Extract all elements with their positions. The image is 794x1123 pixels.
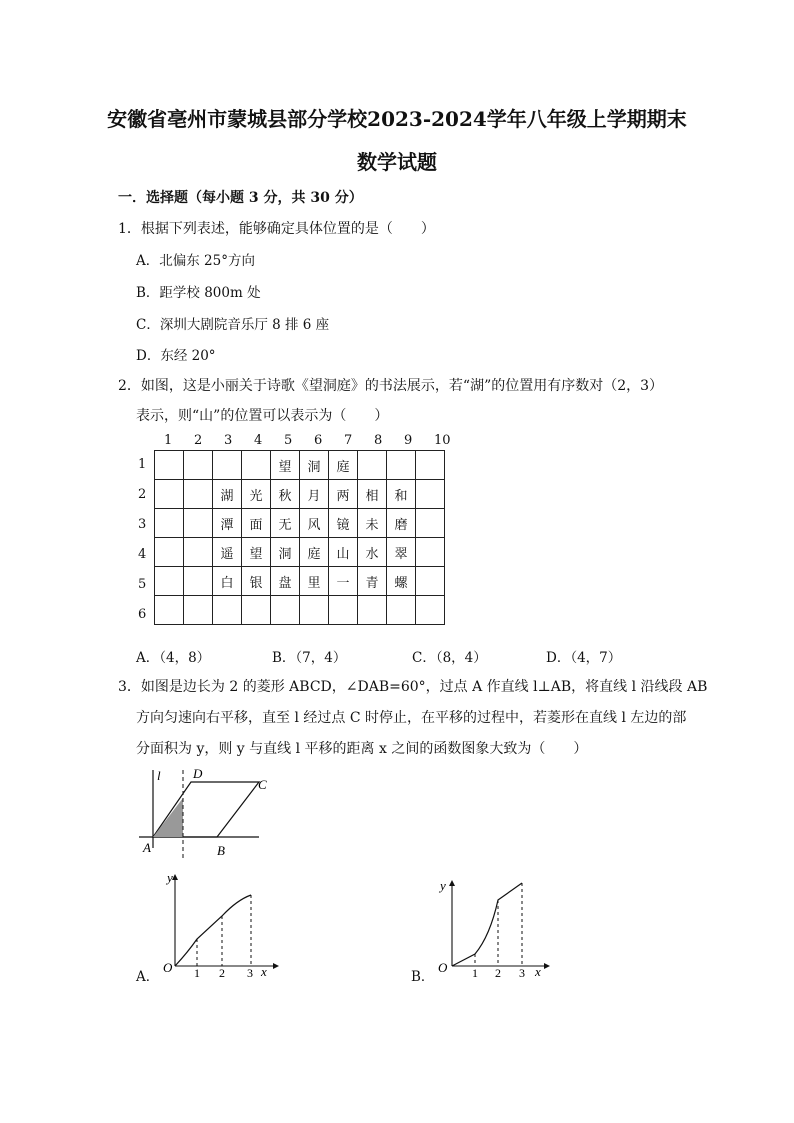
q2-option-a: A．（4，8） xyxy=(136,650,211,666)
grid-cell xyxy=(242,451,271,480)
graph-b xyxy=(432,868,562,983)
grid-cell xyxy=(329,596,358,625)
grid-cell xyxy=(155,509,184,538)
grid-cell: 一 xyxy=(329,567,358,596)
grid-cell: 白 xyxy=(213,567,242,596)
grid-row-label: 4 xyxy=(138,547,147,562)
label-a: A xyxy=(143,840,151,855)
svg-text:1: 1 xyxy=(472,966,478,980)
grid-row xyxy=(155,509,445,538)
grid-cell xyxy=(416,567,445,596)
graph-a xyxy=(155,868,285,983)
grid-row-label: 2 xyxy=(138,487,147,502)
grid-cell: 青 xyxy=(358,567,387,596)
grid-cell xyxy=(184,538,213,567)
grid-row xyxy=(155,451,445,480)
grid-row xyxy=(155,567,445,596)
grid-cell: 相 xyxy=(358,480,387,509)
grid-cell xyxy=(416,480,445,509)
svg-text:3: 3 xyxy=(519,966,525,980)
grid-cell xyxy=(416,451,445,480)
grid-cell xyxy=(184,480,213,509)
grid-cell: 螺 xyxy=(387,567,416,596)
grid-cell xyxy=(358,451,387,480)
grid-cell xyxy=(387,596,416,625)
grid-row xyxy=(155,538,445,567)
label-c: C xyxy=(258,777,267,792)
grid-col-label: 4 xyxy=(254,433,263,448)
label-d: D xyxy=(193,766,203,781)
grid-cell xyxy=(416,596,445,625)
q2-stem-line1: 2．如图，这是小丽关于诗歌《望洞庭》的书法展示，若“湖”的位置用有序数对（2，3） xyxy=(118,378,664,394)
grid-cell: 光 xyxy=(242,480,271,509)
grid-cell: 翠 xyxy=(387,538,416,567)
grid-row xyxy=(155,480,445,509)
grid-cell xyxy=(271,596,300,625)
grid-cell: 望 xyxy=(271,451,300,480)
grid-cell xyxy=(416,509,445,538)
grid-cell xyxy=(213,596,242,625)
grid-col-label: 7 xyxy=(344,433,353,448)
q2-option-c: C．（8，4） xyxy=(412,650,487,666)
curve-a xyxy=(175,895,251,966)
q1-stem: 1．根据下列表述，能够确定具体位置的是（ ） xyxy=(118,221,435,237)
grid-row xyxy=(155,596,445,625)
svg-text:y: y xyxy=(440,878,446,893)
grid-cell xyxy=(300,596,329,625)
svg-text:x: x xyxy=(261,964,267,979)
grid-cell: 望 xyxy=(242,538,271,567)
grid-cell xyxy=(416,538,445,567)
grid-col-label: 10 xyxy=(434,433,451,448)
svg-text:2: 2 xyxy=(495,966,501,980)
q2-option-d: D．（4，7） xyxy=(546,650,622,666)
page-subtitle: 数学试题 xyxy=(357,150,437,174)
grid-col-label: 1 xyxy=(164,433,173,448)
grid-cell: 洞 xyxy=(271,538,300,567)
poem-grid xyxy=(154,450,445,625)
grid-cell: 风 xyxy=(300,509,329,538)
grid-cell xyxy=(358,596,387,625)
grid-cell xyxy=(184,509,213,538)
svg-text:O: O xyxy=(438,960,448,975)
grid-cell: 秋 xyxy=(271,480,300,509)
grid-cell xyxy=(155,480,184,509)
grid-col-label: 5 xyxy=(284,433,293,448)
grid-cell: 里 xyxy=(300,567,329,596)
grid-col-label: 2 xyxy=(194,433,203,448)
q3-option-a-label: A． xyxy=(136,969,160,985)
grid-row-label: 3 xyxy=(138,517,147,532)
grid-cell xyxy=(184,596,213,625)
grid-cell: 水 xyxy=(358,538,387,567)
q3-stem-line3: 分面积为 y，则 y 与直线 l 平移的距离 x 之间的函数图象大致为（ ） xyxy=(136,741,588,757)
grid-cell xyxy=(213,451,242,480)
grid-cell: 磨 xyxy=(387,509,416,538)
grid-cell xyxy=(155,538,184,567)
svg-text:y: y xyxy=(167,870,173,885)
page-title: 安徽省亳州市蒙城县部分学校2023-2024学年八年级上学期期末 xyxy=(107,107,687,131)
grid-cell: 面 xyxy=(242,509,271,538)
grid-cell: 月 xyxy=(300,480,329,509)
q3-stem-line1: 3．如图是边长为 2 的菱形 ABCD，∠DAB=60°，过点 A 作直线 l⊥AB，将直线 l 沿线段 AB xyxy=(118,679,708,695)
grid-cell xyxy=(155,567,184,596)
q2-stem-line2: 表示，则“山”的位置可以表示为（ ） xyxy=(136,408,389,424)
grid-cell: 无 xyxy=(271,509,300,538)
grid-cell: 镜 xyxy=(329,509,358,538)
grid-cell: 湖 xyxy=(213,480,242,509)
grid-cell: 潭 xyxy=(213,509,242,538)
grid-col-label: 3 xyxy=(224,433,233,448)
q1-option-b: B．距学校 800m 处 xyxy=(136,285,261,301)
grid-col-label: 6 xyxy=(314,433,323,448)
curve-b xyxy=(452,883,522,966)
shaded-region xyxy=(153,798,183,837)
grid-cell xyxy=(155,451,184,480)
grid-cell xyxy=(184,451,213,480)
grid-cell: 庭 xyxy=(329,451,358,480)
grid-cell: 盘 xyxy=(271,567,300,596)
q2-option-b: B．（7，4） xyxy=(272,650,347,666)
grid-cell xyxy=(387,451,416,480)
grid-cell xyxy=(184,567,213,596)
grid-cell: 洞 xyxy=(300,451,329,480)
grid-row-label: 1 xyxy=(138,457,147,472)
q1-option-c: C．深圳大剧院音乐厅 8 排 6 座 xyxy=(136,317,330,333)
grid-cell: 庭 xyxy=(300,538,329,567)
grid-cell: 和 xyxy=(387,480,416,509)
section-heading: 一．选择题（每小题 3 分，共 30 分） xyxy=(118,190,363,206)
q1-option-d: D．东经 20° xyxy=(136,348,216,364)
grid-cell: 银 xyxy=(242,567,271,596)
svg-text:O: O xyxy=(163,960,173,975)
svg-text:1: 1 xyxy=(194,966,200,980)
grid-cell xyxy=(155,596,184,625)
label-b: B xyxy=(217,843,225,858)
svg-text:x: x xyxy=(535,964,541,979)
q1-option-a: A．北偏东 25°方向 xyxy=(136,253,255,269)
grid-cell: 山 xyxy=(329,538,358,567)
grid-col-label: 8 xyxy=(374,433,383,448)
q3-option-b-label: B． xyxy=(411,969,435,985)
grid-cell xyxy=(242,596,271,625)
grid-cell: 两 xyxy=(329,480,358,509)
grid-cell: 未 xyxy=(358,509,387,538)
grid-row-label: 6 xyxy=(138,607,147,622)
svg-text:2: 2 xyxy=(219,966,225,980)
q3-stem-line2: 方向匀速向右平移，直至 l 经过点 C 时停止，在平移的过程中，若菱形在直线 l 左边的部 xyxy=(136,710,687,726)
grid-row-label: 5 xyxy=(138,577,147,592)
rhombus-figure xyxy=(135,762,270,862)
svg-text:3: 3 xyxy=(247,966,253,980)
grid-col-label: 9 xyxy=(404,433,413,448)
grid-cell: 遥 xyxy=(213,538,242,567)
label-l: l xyxy=(157,768,161,783)
